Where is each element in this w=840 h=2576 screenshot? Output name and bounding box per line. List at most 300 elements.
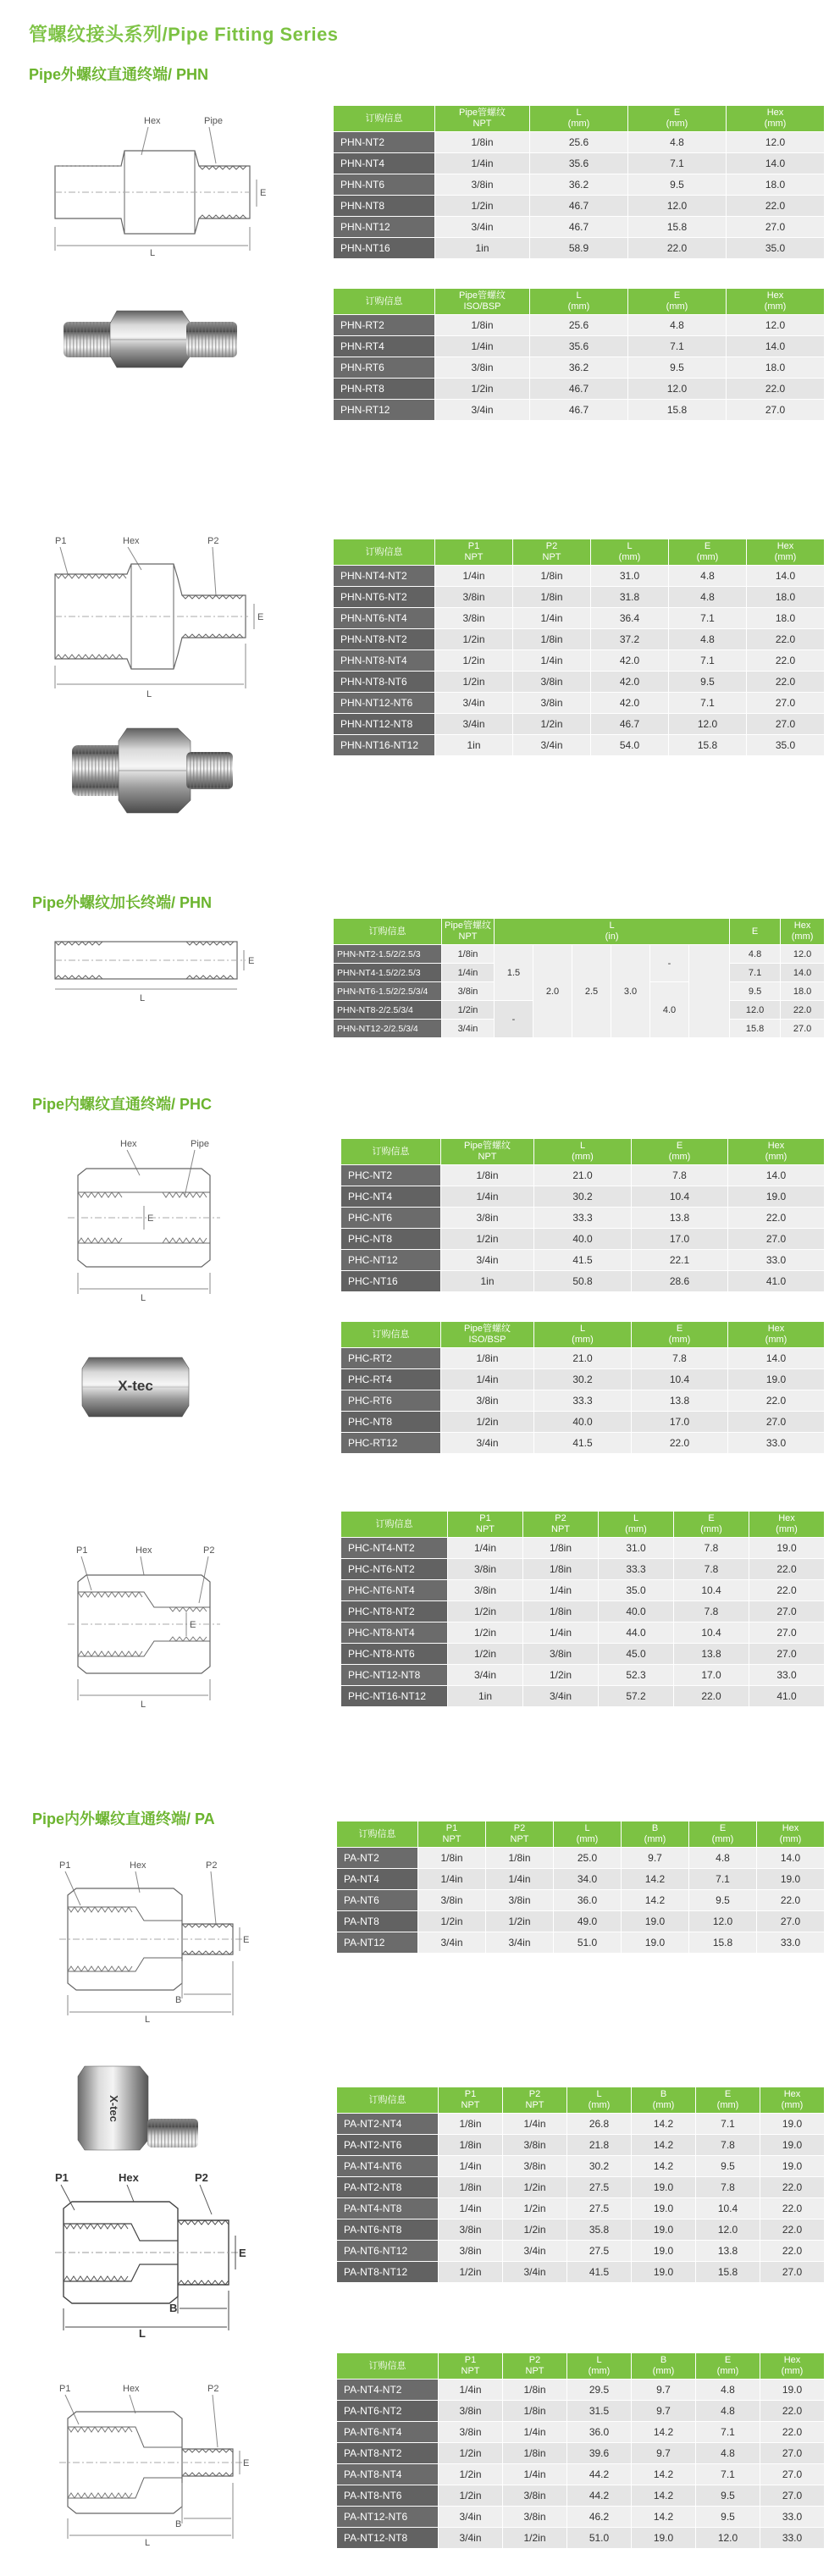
value-cell: 41.5 <box>534 1250 632 1271</box>
col-header-order: 订购信息 <box>341 1512 448 1538</box>
npt-cell: 3/4in <box>442 1020 495 1038</box>
table-row <box>337 1869 825 1890</box>
value-cell: 10.4 <box>674 1622 749 1644</box>
value-cell: 1in <box>448 1686 523 1707</box>
model-cell: PHC-NT8-NT2 <box>341 1601 448 1622</box>
e-cell: 7.1 <box>730 964 781 982</box>
value-cell: 49.0 <box>554 1911 622 1932</box>
value-cell: 22.0 <box>727 379 825 400</box>
value-cell: 44.0 <box>599 1622 674 1644</box>
hex-cell: 27.0 <box>781 1020 825 1038</box>
value-cell: 7.8 <box>674 1601 749 1622</box>
value-cell: 29.5 <box>567 2380 632 2401</box>
value-cell: 1/8in <box>486 1848 554 1869</box>
model-cell: PHN-NT12-NT8 <box>334 714 435 735</box>
value-cell: 33.0 <box>728 1433 825 1454</box>
value-cell: 36.4 <box>591 608 669 629</box>
value-cell: 51.0 <box>554 1932 622 1954</box>
pa-reducer-drawing <box>51 2168 262 2337</box>
col-header: L (mm) <box>530 289 628 315</box>
col-header: Hex (mm) <box>728 1139 825 1165</box>
value-cell: 36.2 <box>530 174 628 196</box>
col-header: Hex (mm) <box>760 2087 825 2114</box>
table-row <box>341 1601 825 1622</box>
p1-label: P1 <box>59 2384 71 2394</box>
spec-table-phc-reducer <box>340 1511 825 1707</box>
value-cell: 3/4in <box>441 1250 534 1271</box>
value-cell: 35.6 <box>530 336 628 357</box>
value-cell: 1/4in <box>435 153 530 174</box>
value-cell: 17.0 <box>674 1665 749 1686</box>
e-cell: 12.0 <box>730 1001 781 1020</box>
table-row <box>341 1559 825 1580</box>
model-cell: PA-NT4 <box>337 1869 418 1890</box>
hex-cell: 22.0 <box>781 1001 825 1020</box>
value-cell: 22.0 <box>728 1208 825 1229</box>
value-cell: 3/8in <box>513 693 591 714</box>
value-cell: 33.0 <box>728 1250 825 1271</box>
e-label: E <box>239 2247 246 2259</box>
model-cell: PA-NT4-NT8 <box>337 2198 439 2219</box>
value-cell: 46.7 <box>530 196 628 217</box>
col-header-order: 订购信息 <box>334 289 435 315</box>
value-cell: 19.0 <box>757 1869 825 1890</box>
col-header-order: 订购信息 <box>337 2087 439 2114</box>
value-cell: 19.0 <box>632 2198 696 2219</box>
value-cell: 3/4in <box>418 1932 486 1954</box>
hex-label: Hex <box>135 1545 152 1556</box>
pipe-label: Pipe <box>204 116 224 126</box>
l-label: L <box>141 1700 146 1709</box>
value-cell: 1/4in <box>503 2464 567 2485</box>
model-cell: PHC-NT6-NT4 <box>341 1580 448 1601</box>
value-cell: 1/2in <box>435 650 513 672</box>
value-cell: 44.2 <box>567 2485 632 2507</box>
model-cell: PHC-NT8 <box>341 1412 441 1433</box>
l-label: L <box>145 2538 151 2547</box>
value-cell: 14.0 <box>728 1348 825 1369</box>
value-cell: 21.8 <box>567 2135 632 2156</box>
table-row <box>334 357 825 379</box>
col-header: L (mm) <box>591 539 669 566</box>
value-cell: 15.8 <box>628 400 727 421</box>
value-cell: 22.0 <box>760 2401 825 2422</box>
table-row <box>334 650 825 672</box>
model-cell: PA-NT12-NT8 <box>337 2528 439 2549</box>
value-cell: 27.5 <box>567 2241 632 2262</box>
table-row <box>334 315 825 336</box>
col-header: P2 NPT <box>513 539 591 566</box>
value-cell: 25.6 <box>530 315 628 336</box>
value-cell: 19.0 <box>622 1932 689 1954</box>
value-cell: 27.0 <box>749 1644 825 1665</box>
value-cell: 1/4in <box>439 2156 503 2177</box>
value-cell: 3/8in <box>513 672 591 693</box>
value-cell: 14.0 <box>757 1848 825 1869</box>
col-header: Hex (mm) <box>749 1512 825 1538</box>
model-cell: PA-NT12-NT6 <box>337 2507 439 2528</box>
value-cell: 30.2 <box>534 1369 632 1390</box>
value-cell: 1/4in <box>523 1622 599 1644</box>
table-row <box>341 1348 825 1369</box>
model-cell: PHN-NT8-NT4 <box>334 650 435 672</box>
value-cell: 31.5 <box>567 2401 632 2422</box>
spec-table-phc-npt <box>340 1138 825 1292</box>
value-cell: 36.0 <box>567 2422 632 2443</box>
value-cell: 1/4in <box>513 650 591 672</box>
col-header: L (mm) <box>534 1139 632 1165</box>
model-cell: PHN-RT8 <box>334 379 435 400</box>
value-cell: 17.0 <box>632 1412 728 1433</box>
brand-mark: X-tec <box>108 2095 120 2122</box>
col-header: L (mm) <box>567 2353 632 2380</box>
col-header: P1 NPT <box>439 2353 503 2380</box>
phn-reducer-photo <box>68 720 237 821</box>
e-label: E <box>190 1620 196 1630</box>
spec-table-pa <box>336 1821 825 1954</box>
model-cell: PHC-NT12 <box>341 1250 441 1271</box>
hex-label: Hex <box>120 1139 137 1149</box>
l-label: L <box>139 2327 146 2337</box>
value-cell: 12.0 <box>669 714 747 735</box>
model-cell: PHC-NT16-NT12 <box>341 1686 448 1707</box>
col-header: P1 NPT <box>448 1512 523 1538</box>
value-cell: 4.8 <box>696 2401 760 2422</box>
b-label: B <box>175 1995 182 2005</box>
value-cell: 35.0 <box>599 1580 674 1601</box>
value-cell: 13.8 <box>632 1208 728 1229</box>
table-row <box>337 2507 825 2528</box>
e-label: E <box>257 612 264 622</box>
model-cell: PHC-NT4-NT2 <box>341 1538 448 1559</box>
table-row <box>334 196 825 217</box>
table-row <box>341 1665 825 1686</box>
col-header-order: 订购信息 <box>341 1139 441 1165</box>
value-cell: 1/8in <box>441 1348 534 1369</box>
spec-table-phn-reducer <box>333 539 825 756</box>
value-cell: 9.5 <box>628 174 727 196</box>
model-cell: PHC-NT8-NT6 <box>341 1644 448 1665</box>
value-cell: 3/4in <box>448 1665 523 1686</box>
value-cell: 3/8in <box>418 1890 486 1911</box>
model-cell: PHN-NT12-NT6 <box>334 693 435 714</box>
l-cell: - <box>495 1001 533 1038</box>
value-cell: 22.0 <box>760 2177 825 2198</box>
value-cell: 1/4in <box>503 2422 567 2443</box>
value-cell: 19.0 <box>632 2219 696 2241</box>
table-row <box>337 2528 825 2549</box>
value-cell: 14.2 <box>632 2464 696 2485</box>
l-label: L <box>150 248 156 258</box>
value-cell: 14.0 <box>747 566 825 587</box>
value-cell: 41.5 <box>567 2262 632 2283</box>
value-cell: 22.0 <box>747 672 825 693</box>
value-cell: 1/8in <box>441 1165 534 1186</box>
value-cell: 46.2 <box>567 2507 632 2528</box>
phc-photo <box>80 1353 191 1419</box>
p2-label: P2 <box>206 1860 218 1871</box>
model-cell: PA-NT6-NT12 <box>337 2241 439 2262</box>
value-cell: 3/8in <box>439 2219 503 2241</box>
table-row <box>337 1911 825 1932</box>
value-cell: 14.2 <box>622 1890 689 1911</box>
col-header: E (mm) <box>669 539 747 566</box>
value-cell: 42.0 <box>591 650 669 672</box>
value-cell: 7.1 <box>628 153 727 174</box>
table-row <box>334 714 825 735</box>
value-cell: 1/8in <box>513 587 591 608</box>
table-row <box>337 2401 825 2422</box>
model-cell: PA-NT8-NT6 <box>337 2485 439 2507</box>
table-row <box>334 336 825 357</box>
table-row <box>334 174 825 196</box>
value-cell: 3/8in <box>503 2135 567 2156</box>
value-cell: 9.5 <box>628 357 727 379</box>
value-cell: 4.8 <box>689 1848 757 1869</box>
phc-drawing <box>59 1133 254 1302</box>
col-header: Hex (mm) <box>728 1322 825 1348</box>
value-cell: 13.8 <box>674 1644 749 1665</box>
phn-drawing <box>47 108 267 261</box>
value-cell: 7.1 <box>696 2114 760 2135</box>
value-cell: 19.0 <box>749 1538 825 1559</box>
model-cell: PA-NT6-NT2 <box>337 2401 439 2422</box>
npt-cell: 1/4in <box>442 964 495 982</box>
value-cell: 10.4 <box>674 1580 749 1601</box>
value-cell: 27.0 <box>760 2262 825 2283</box>
value-cell: 52.3 <box>599 1665 674 1686</box>
value-cell: 14.2 <box>632 2135 696 2156</box>
col-header: B (mm) <box>622 1821 689 1848</box>
phn-reducer-drawing <box>47 532 267 701</box>
value-cell: 7.1 <box>669 693 747 714</box>
l-cell: 4.0 <box>650 982 689 1038</box>
value-cell: 3/8in <box>448 1559 523 1580</box>
value-cell: 21.0 <box>534 1348 632 1369</box>
value-cell: 12.0 <box>628 196 727 217</box>
table-row <box>334 587 825 608</box>
value-cell: 4.8 <box>628 132 727 153</box>
value-cell: 9.7 <box>632 2380 696 2401</box>
table-row <box>341 1271 825 1292</box>
value-cell: 35.6 <box>530 153 628 174</box>
value-cell: 30.2 <box>534 1186 632 1208</box>
model-cell: PHN-NT12-2/2.5/3/4 <box>334 1020 442 1038</box>
value-cell: 3/8in <box>439 2241 503 2262</box>
value-cell: 1in <box>435 735 513 756</box>
value-cell: 7.1 <box>628 336 727 357</box>
table-row <box>341 1580 825 1601</box>
value-cell: 1/4in <box>486 1869 554 1890</box>
col-header: E (mm) <box>628 106 727 132</box>
col-header: L (mm) <box>554 1821 622 1848</box>
value-cell: 9.7 <box>622 1848 689 1869</box>
table-row <box>341 1644 825 1665</box>
value-cell: 1/4in <box>435 336 530 357</box>
value-cell: 19.0 <box>760 2156 825 2177</box>
page-title: 管螺纹接头系列/Pipe Fitting Series <box>29 24 339 45</box>
value-cell: 31.8 <box>591 587 669 608</box>
value-cell: 1/2in <box>435 672 513 693</box>
value-cell: 3/8in <box>439 2422 503 2443</box>
hex-label: Hex <box>123 536 140 546</box>
value-cell: 3/4in <box>439 2528 503 2549</box>
col-header: L (mm) <box>530 106 628 132</box>
value-cell: 1/2in <box>435 379 530 400</box>
value-cell: 22.0 <box>728 1390 825 1412</box>
table-row <box>341 1390 825 1412</box>
value-cell: 14.2 <box>632 2485 696 2507</box>
value-cell: 33.3 <box>534 1390 632 1412</box>
table-row <box>337 2443 825 2464</box>
model-cell: PHN-NT4 <box>334 153 435 174</box>
b-label: B <box>175 2519 182 2529</box>
table-row <box>337 2422 825 2443</box>
e-label: E <box>243 2458 250 2468</box>
value-cell: 1/8in <box>439 2114 503 2135</box>
value-cell: 1/2in <box>439 2443 503 2464</box>
value-cell: 31.0 <box>599 1538 674 1559</box>
value-cell: 22.0 <box>749 1559 825 1580</box>
value-cell: 25.0 <box>554 1848 622 1869</box>
model-cell: PHN-NT4-1.5/2/2.5/3 <box>334 964 442 982</box>
value-cell: 3/4in <box>435 400 530 421</box>
value-cell: 1/2in <box>448 1644 523 1665</box>
value-cell: 33.0 <box>760 2507 825 2528</box>
model-cell: PHC-NT16 <box>341 1271 441 1292</box>
value-cell: 1/2in <box>435 629 513 650</box>
value-cell: 33.3 <box>534 1208 632 1229</box>
value-cell: 1/2in <box>513 714 591 735</box>
value-cell: 18.0 <box>747 608 825 629</box>
value-cell: 14.2 <box>632 2422 696 2443</box>
value-cell: 1/2in <box>523 1665 599 1686</box>
value-cell: 3/8in <box>523 1644 599 1665</box>
value-cell: 51.0 <box>567 2528 632 2549</box>
value-cell: 1/8in <box>435 315 530 336</box>
model-cell: PHN-NT2-1.5/2/2.5/3 <box>334 945 442 964</box>
value-cell: 3/4in <box>435 714 513 735</box>
value-cell: 7.1 <box>696 2464 760 2485</box>
value-cell: 1/4in <box>441 1186 534 1208</box>
b-label: B <box>169 2302 178 2314</box>
model-cell: PHN-NT12 <box>334 217 435 238</box>
value-cell: 1in <box>441 1271 534 1292</box>
value-cell: 1/8in <box>503 2380 567 2401</box>
model-cell: PHN-NT8-NT2 <box>334 629 435 650</box>
value-cell: 27.0 <box>747 693 825 714</box>
value-cell: 27.0 <box>749 1601 825 1622</box>
table-row <box>341 1208 825 1229</box>
col-header: B (mm) <box>632 2353 696 2380</box>
value-cell: 27.0 <box>728 1229 825 1250</box>
model-cell: PHN-NT6-NT4 <box>334 608 435 629</box>
table-row <box>341 1538 825 1559</box>
value-cell: 3/4in <box>441 1433 534 1454</box>
value-cell: 10.4 <box>696 2198 760 2219</box>
value-cell: 3/4in <box>513 735 591 756</box>
e-cell: 9.5 <box>730 982 781 1001</box>
value-cell: 9.5 <box>696 2485 760 2507</box>
phc-reducer-drawing <box>59 1540 254 1709</box>
model-cell: PHC-NT8-NT4 <box>341 1622 448 1644</box>
col-header-order: 订购信息 <box>337 2353 439 2380</box>
value-cell: 4.8 <box>696 2380 760 2401</box>
value-cell: 1/8in <box>523 1559 599 1580</box>
col-header: Hex (mm) <box>727 106 825 132</box>
col-header: L (mm) <box>599 1512 674 1538</box>
col-header: Pipe管螺纹 ISO/BSP <box>441 1322 534 1348</box>
value-cell: 1/8in <box>503 2401 567 2422</box>
npt-cell: 1/8in <box>442 945 495 964</box>
table-row <box>337 2135 825 2156</box>
value-cell: 3/4in <box>503 2241 567 2262</box>
model-cell: PHC-NT8 <box>341 1229 441 1250</box>
model-cell: PA-NT8-NT4 <box>337 2464 439 2485</box>
col-header: E (mm) <box>628 289 727 315</box>
value-cell: 12.0 <box>628 379 727 400</box>
table-row <box>334 400 825 421</box>
value-cell: 45.0 <box>599 1644 674 1665</box>
value-cell: 3/8in <box>503 2156 567 2177</box>
value-cell: 3/8in <box>435 608 513 629</box>
table-row <box>337 2198 825 2219</box>
value-cell: 10.4 <box>632 1186 728 1208</box>
l-label: L <box>140 993 146 1003</box>
value-cell: 15.8 <box>669 735 747 756</box>
model-cell: PHC-RT2 <box>341 1348 441 1369</box>
value-cell: 1/2in <box>418 1911 486 1932</box>
value-cell: 21.0 <box>534 1165 632 1186</box>
model-cell: PHC-NT6-NT2 <box>341 1559 448 1580</box>
value-cell: 22.0 <box>632 1433 728 1454</box>
value-cell: 14.0 <box>728 1165 825 1186</box>
value-cell: 1/4in <box>503 2114 567 2135</box>
value-cell: 31.0 <box>591 566 669 587</box>
value-cell: 40.0 <box>534 1412 632 1433</box>
value-cell: 3/8in <box>435 587 513 608</box>
table-row <box>341 1250 825 1271</box>
value-cell: 40.0 <box>534 1229 632 1250</box>
value-cell: 1/4in <box>523 1580 599 1601</box>
value-cell: 44.2 <box>567 2464 632 2485</box>
e-label: E <box>243 1935 250 1945</box>
value-cell: 12.0 <box>727 315 825 336</box>
model-cell: PHC-NT12-NT8 <box>341 1665 448 1686</box>
value-cell: 39.6 <box>567 2443 632 2464</box>
section-title-phn: Pipe外螺纹直通终端/ PHN <box>29 66 209 83</box>
value-cell: 46.7 <box>530 379 628 400</box>
value-cell: 30.2 <box>567 2156 632 2177</box>
value-cell: 3/8in <box>441 1208 534 1229</box>
value-cell: 33.3 <box>599 1559 674 1580</box>
table-row <box>337 2241 825 2262</box>
value-cell: 13.8 <box>632 1390 728 1412</box>
value-cell: 19.0 <box>632 2262 696 2283</box>
col-header-order: 订购信息 <box>341 1322 441 1348</box>
model-cell: PHN-NT6 <box>334 174 435 196</box>
value-cell: 1/4in <box>435 566 513 587</box>
value-cell: 33.0 <box>749 1665 825 1686</box>
col-header: P2 NPT <box>503 2087 567 2114</box>
value-cell: 4.8 <box>669 587 747 608</box>
col-header-e: E <box>730 919 781 945</box>
value-cell: 1/4in <box>448 1538 523 1559</box>
value-cell: 36.2 <box>530 357 628 379</box>
col-header: P1 NPT <box>418 1821 486 1848</box>
value-cell: 12.0 <box>696 2528 760 2549</box>
value-cell: 15.8 <box>628 217 727 238</box>
